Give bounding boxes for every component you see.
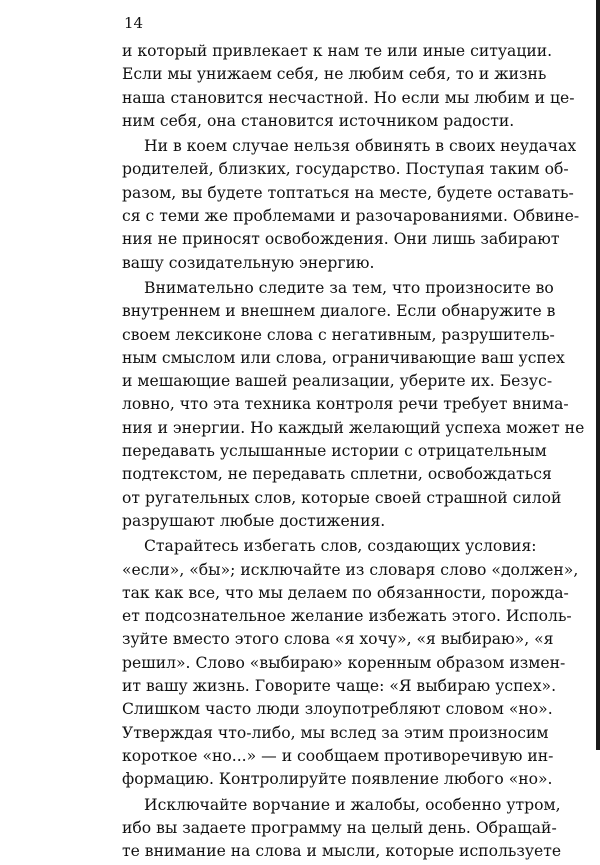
text-line: ным смыслом или слова, ограничивающие ваш успех bbox=[122, 348, 565, 367]
text-line: «если», «бы»; исключайте из словаря слово «должен», bbox=[122, 560, 579, 579]
text-line: своем лексиконе слова с негативным, разрушитель- bbox=[122, 325, 555, 344]
text-line: так как все, что мы делаем по обязанности, порожда- bbox=[122, 583, 569, 602]
text-line: ибо вы задаете программу на целый день. Обращай- bbox=[122, 818, 557, 837]
text-line: ния не приносят освобождения. Они лишь забирают bbox=[122, 230, 560, 249]
text-line: родителей, близких, государство. Поступая таким об- bbox=[122, 160, 569, 179]
text-line: и который привлекает к нам те или иные ситуации. bbox=[122, 42, 553, 60]
text-line: внутреннем и внешнем диалоге. Если обнаружите в bbox=[122, 302, 556, 321]
text-line: передавать услышанные истории с отрицательным bbox=[122, 442, 547, 461]
paragraph bbox=[122, 40, 575, 133]
text-line: Слишком часто люди злоупотребляют словом «но». bbox=[122, 700, 553, 719]
text-line: Внимательно следите за тем, что произносите во bbox=[144, 278, 554, 297]
text-line: разрушают любые достижения. bbox=[122, 511, 386, 530]
text-line: ет подсознательное желание избежать этого. Исполь- bbox=[122, 607, 572, 626]
body-text bbox=[122, 40, 585, 865]
text-line: ся с теми же проблемами и разочарованиями. Обвине- bbox=[122, 207, 580, 226]
text-line: зуйте вместо этого слова «я хочу», «я выбираю», «я bbox=[122, 630, 554, 649]
text-line: Утверждая что-либо, мы вслед за этим произносим bbox=[122, 723, 549, 742]
paragraph bbox=[122, 277, 585, 533]
paragraph bbox=[122, 794, 562, 864]
text-line: ит вашу жизнь. Говорите чаще: «Я выбираю успех». bbox=[122, 677, 557, 696]
page-number: 14 bbox=[124, 14, 144, 32]
text-line: Исключайте ворчание и жалобы, особенно утром, bbox=[144, 795, 561, 814]
text-line: подтекстом, не передавать сплетни, освобождаться bbox=[122, 465, 552, 484]
text-line: разом, вы будете топтаться на месте, будете оставать- bbox=[122, 183, 574, 202]
text-line: ловно, что эта техника контроля речи требует внима- bbox=[122, 395, 569, 414]
text-line: наша становится несчастной. Но если мы любим и це- bbox=[122, 88, 575, 107]
text-line: ния и энергии. Но каждый желающий успеха может не bbox=[122, 418, 585, 437]
text-line: короткое «но...» — и сообщаем противоречивую ин- bbox=[122, 746, 554, 765]
text-line: Если мы унижаем себя, не любим себя, то и жизнь bbox=[122, 65, 547, 84]
text-line: те внимание на слова и мысли, которые используете bbox=[122, 842, 562, 861]
text-line: от ругательных слов, которые своей страшной силой bbox=[122, 488, 562, 507]
text-line: ним себя, она становится источником радости. bbox=[122, 111, 515, 130]
text-line: Ни в коем случае нельзя обвинять в своих неудачах bbox=[144, 137, 577, 156]
text-line: и мешающие вашей реализации, уберите их. Безус- bbox=[122, 372, 553, 391]
text-line: решил». Слово «выбираю» коренным образом измен- bbox=[122, 653, 566, 672]
text-line: вашу созидательную энергию. bbox=[122, 253, 375, 272]
paragraph bbox=[122, 135, 580, 275]
text-line: формацию. Контролируйте появление любого «но». bbox=[122, 770, 553, 789]
paragraph bbox=[122, 535, 579, 791]
text-line: Старайтесь избегать слов, создающих условия: bbox=[144, 537, 537, 556]
